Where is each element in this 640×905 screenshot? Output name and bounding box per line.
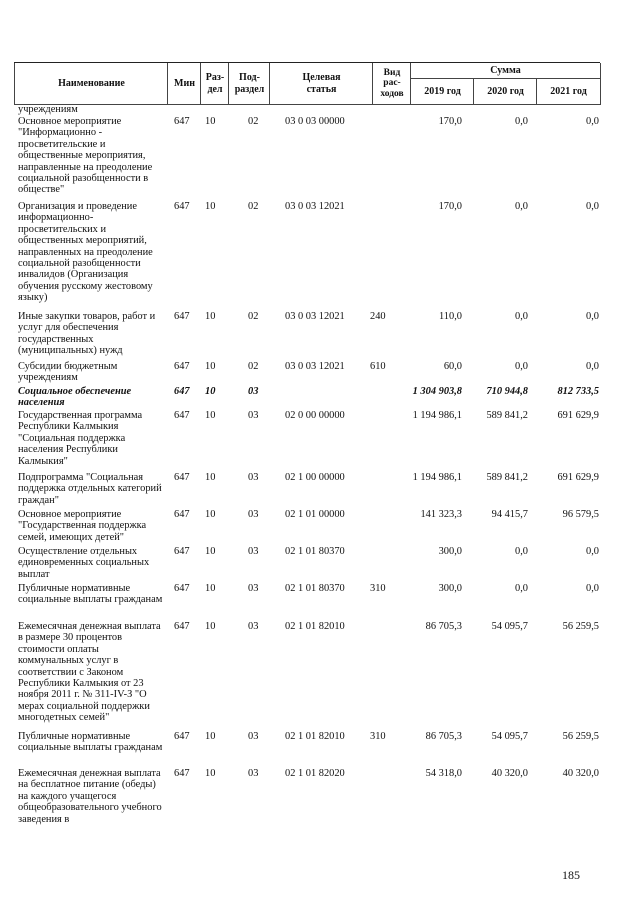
cell-min: 647 [174, 583, 190, 594]
cell-celevaya: 02 0 00 00000 [285, 410, 345, 421]
cell-2019: 86 705,3 [425, 731, 462, 742]
cell-2021: 812 733,5 [557, 386, 599, 397]
cell-celevaya: 02 1 01 82010 [285, 621, 345, 632]
cell-name: учреждениям [18, 104, 78, 115]
cell-2020: 94 415,7 [491, 509, 528, 520]
cell-celevaya: 02 1 01 00000 [285, 509, 345, 520]
cell-razdel: 10 [205, 311, 216, 322]
cell-2021: 0,0 [586, 583, 599, 594]
cell-podrazdel: 02 [248, 201, 259, 212]
cell-2020: 0,0 [515, 201, 528, 212]
header-min: Мин [167, 63, 201, 105]
cell-2020: 0,0 [515, 116, 528, 127]
cell-2019: 86 705,3 [425, 621, 462, 632]
cell-podrazdel: 03 [248, 731, 259, 742]
cell-min: 647 [174, 201, 190, 212]
cell-razdel: 10 [205, 472, 216, 483]
cell-2021: 0,0 [586, 116, 599, 127]
cell-razdel: 10 [205, 361, 216, 372]
cell-2020: 710 944,8 [486, 386, 528, 397]
cell-2019: 300,0 [438, 583, 462, 594]
cell-podrazdel: 03 [248, 768, 259, 779]
cell-vid: 310 [370, 731, 386, 742]
cell-min: 647 [174, 621, 190, 632]
cell-razdel: 10 [205, 201, 216, 212]
cell-2019: 60,0 [443, 361, 462, 372]
cell-2019: 1 304 903,8 [412, 386, 462, 397]
cell-podrazdel: 02 [248, 116, 259, 127]
cell-2021: 0,0 [586, 546, 599, 557]
cell-celevaya: 02 1 00 00000 [285, 472, 345, 483]
cell-celevaya: 02 1 01 82020 [285, 768, 345, 779]
cell-name: Осуществление отдельных единовременных социальных выплат [18, 546, 150, 580]
cell-podrazdel: 02 [248, 311, 259, 322]
cell-name: Иные закупки товаров, работ и услуг для обеспечения государственных (муниципальных) нужд [18, 311, 156, 357]
cell-razdel: 10 [205, 509, 216, 520]
header-2020: 2020 год [473, 79, 537, 105]
cell-min: 647 [174, 386, 190, 397]
cell-2019: 1 194 986,1 [412, 410, 462, 421]
cell-name: Основное мероприятие "Информационно - просветительские и общественные мероприятия, направленные на преодоление социальной разобщенности в обществе" [18, 116, 153, 196]
cell-celevaya: 02 1 01 80370 [285, 583, 345, 594]
cell-min: 647 [174, 768, 190, 779]
cell-2019: 300,0 [438, 546, 462, 557]
header-razdel: Раз- дел [200, 63, 229, 105]
header-name: Наименование [14, 63, 168, 105]
cell-name: Основное мероприятие "Государственная поддержка семей, имеющих детей" [18, 509, 147, 543]
header-2019: 2019 год [410, 79, 474, 105]
cell-2020: 54 095,7 [491, 731, 528, 742]
header-vid: Вид рас- ходов [372, 63, 411, 105]
page-number: 185 [562, 868, 580, 882]
cell-name: Ежемесячная денежная выплата в размере 30 процентов стоимости оплаты коммунальных услуг в соответствии с Законом Республики Калмыкия от 23 ноября 2011 г. № 311-IV-З "О мерах социальной поддержки многодетных семей" [18, 621, 161, 724]
cell-podrazdel: 03 [248, 472, 259, 483]
cell-podrazdel: 03 [248, 583, 259, 594]
cell-2019: 54 318,0 [425, 768, 462, 779]
cell-2020: 0,0 [515, 583, 528, 594]
cell-razdel: 10 [205, 731, 216, 742]
cell-name: Публичные нормативные социальные выплаты гражданам [18, 583, 163, 606]
cell-name: Социальное обеспечение населения [18, 386, 132, 409]
cell-vid: 240 [370, 311, 386, 322]
cell-min: 647 [174, 410, 190, 421]
cell-2019: 141 323,3 [420, 509, 462, 520]
cell-2021: 56 259,5 [562, 621, 599, 632]
cell-2020: 54 095,7 [491, 621, 528, 632]
cell-name: Ежемесячная денежная выплата на бесплатное питание (обеды) на каждого учащегося общеобразовательного учебного заведения в [18, 768, 162, 825]
header-2021: 2021 год [536, 79, 601, 105]
cell-2019: 110,0 [439, 311, 462, 322]
cell-celevaya: 03 0 03 12021 [285, 201, 345, 212]
cell-2021: 0,0 [586, 361, 599, 372]
header-podrazdel: Под- раздел [228, 63, 270, 105]
header-celevaya: Целевая статья [269, 63, 373, 105]
cell-name: Государственная программа Республики Калмыкия "Социальная поддержка населения Республики Калмыкия" [18, 410, 143, 467]
cell-2020: 589 841,2 [486, 410, 528, 421]
cell-min: 647 [174, 116, 190, 127]
table-header [14, 62, 600, 105]
cell-razdel: 10 [205, 546, 216, 557]
cell-2021: 0,0 [586, 311, 599, 322]
cell-podrazdel: 03 [248, 509, 259, 520]
cell-razdel: 10 [205, 116, 216, 127]
cell-razdel: 10 [205, 583, 216, 594]
cell-name: Подпрограмма "Социальная поддержка отдельных категорий граждан" [18, 472, 162, 506]
cell-min: 647 [174, 546, 190, 557]
cell-razdel: 10 [205, 386, 216, 397]
cell-podrazdel: 02 [248, 361, 259, 372]
cell-2019: 170,0 [438, 201, 462, 212]
cell-min: 647 [174, 311, 190, 322]
cell-min: 647 [174, 509, 190, 520]
cell-2020: 40 320,0 [491, 768, 528, 779]
cell-celevaya: 03 0 03 12021 [285, 311, 345, 322]
cell-razdel: 10 [205, 768, 216, 779]
cell-podrazdel: 03 [248, 621, 259, 632]
cell-podrazdel: 03 [248, 546, 259, 557]
cell-2021: 691 629,9 [557, 410, 599, 421]
cell-vid: 310 [370, 583, 386, 594]
cell-2020: 0,0 [515, 361, 528, 372]
cell-2019: 1 194 986,1 [412, 472, 462, 483]
cell-podrazdel: 03 [248, 386, 259, 397]
cell-2021: 0,0 [586, 201, 599, 212]
cell-min: 647 [174, 472, 190, 483]
cell-celevaya: 02 1 01 82010 [285, 731, 345, 742]
cell-min: 647 [174, 731, 190, 742]
cell-2019: 170,0 [438, 116, 462, 127]
cell-name: Субсидии бюджетным учреждениям [18, 361, 118, 384]
header-summa: Сумма [410, 63, 601, 79]
cell-2021: 691 629,9 [557, 472, 599, 483]
cell-2021: 96 579,5 [562, 509, 599, 520]
cell-2021: 40 320,0 [562, 768, 599, 779]
cell-name: Публичные нормативные социальные выплаты гражданам [18, 731, 163, 754]
cell-celevaya: 03 0 03 12021 [285, 361, 345, 372]
cell-name: Организация и проведение информационно-просветительских и общественных мероприятий, направленных на преодоление социальной разобщенности инвалидов (Организация обучения русскому жестовому языку) [18, 201, 153, 304]
cell-celevaya: 02 1 01 80370 [285, 546, 345, 557]
cell-2020: 589 841,2 [486, 472, 528, 483]
cell-podrazdel: 03 [248, 410, 259, 421]
cell-celevaya: 03 0 03 00000 [285, 116, 345, 127]
cell-vid: 610 [370, 361, 386, 372]
cell-2020: 0,0 [515, 311, 528, 322]
cell-2021: 56 259,5 [562, 731, 599, 742]
cell-razdel: 10 [205, 621, 216, 632]
cell-min: 647 [174, 361, 190, 372]
cell-razdel: 10 [205, 410, 216, 421]
cell-2020: 0,0 [515, 546, 528, 557]
